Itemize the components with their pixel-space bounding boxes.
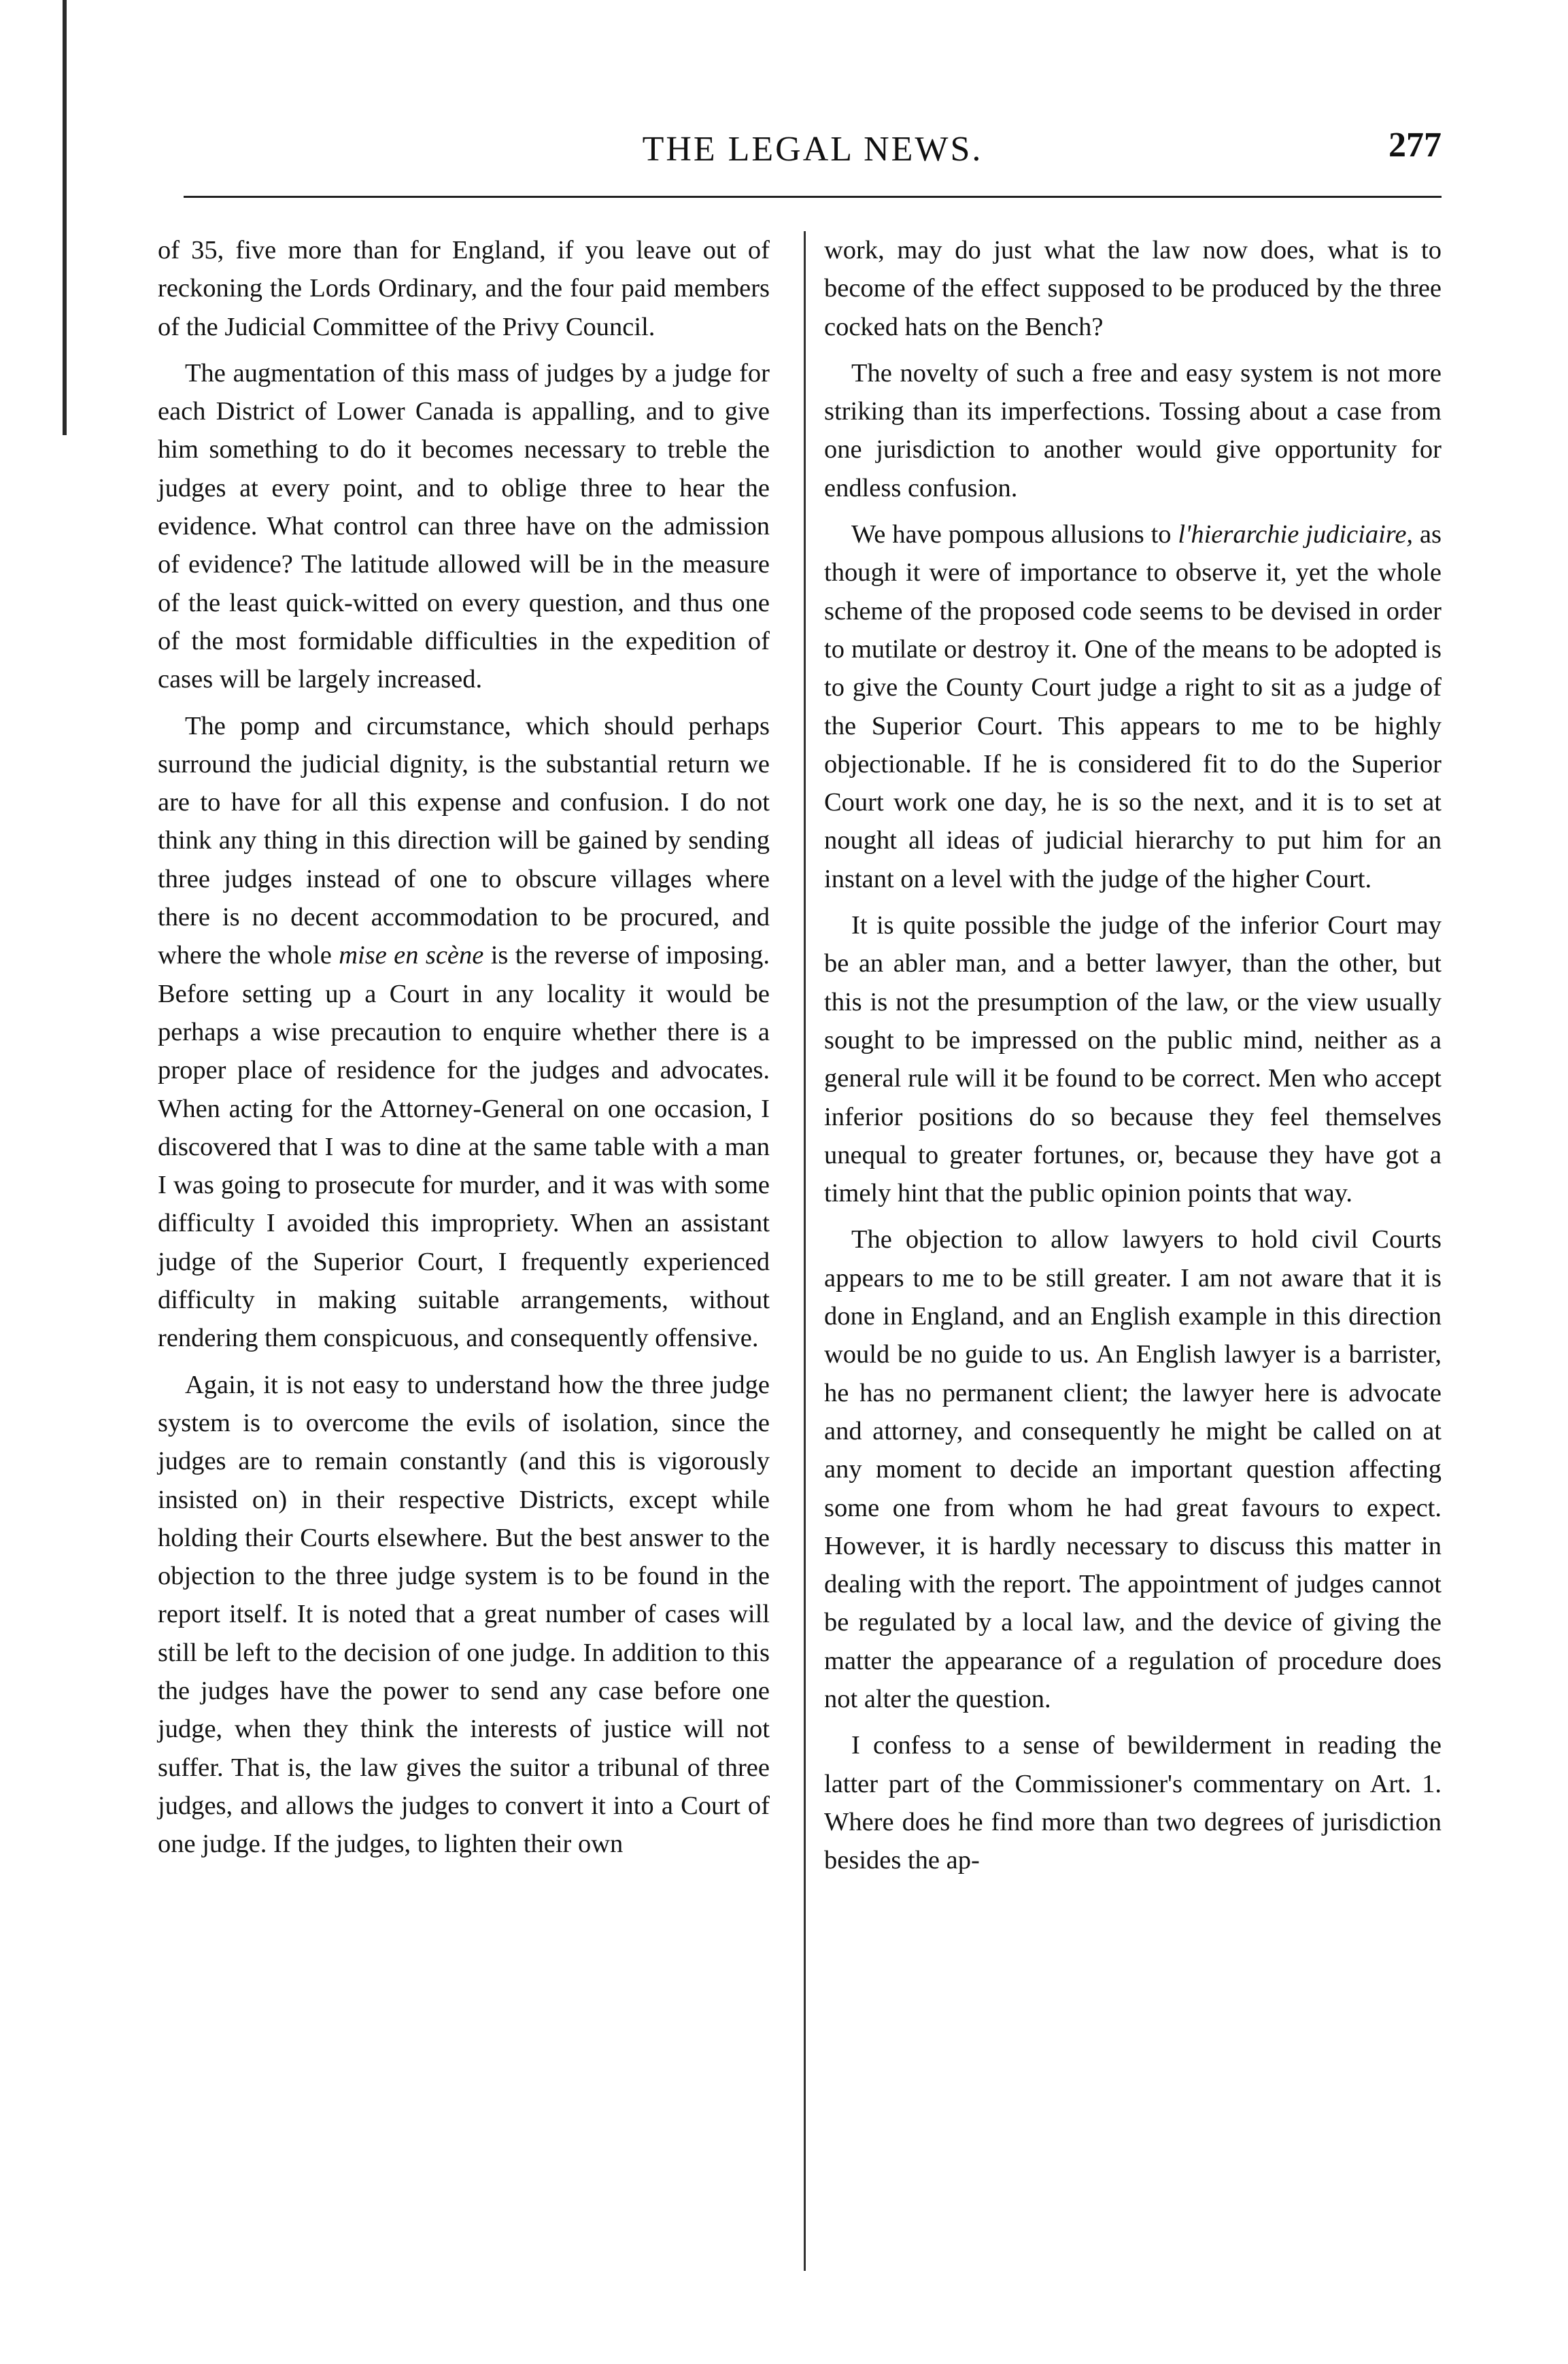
page-number: 277 xyxy=(1388,126,1442,165)
paragraph: I confess to a sense of bewilderment in reading the latter part of the Commissioner's commentary on Art. 1. Where does he find more than two degrees of jurisdiction besides the ap- xyxy=(824,1731,1442,1875)
paragraph: It is quite possible the judge of the inferior Court may be an abler man, and a better lawyer, than the other, but this is not the presumption of the law, or the view usually sought to be impressed on the public mind, neither as a general rule will it be found to be correct. Men who accept inferior positions do so because they feel themselves unequal to greater fortunes, or, because they have got a timely hint that the public opinion points that way. xyxy=(824,911,1442,1208)
paragraph-text: as though it were of importance to observe it, yet the whole scheme of the proposed code seems to be devised in order to mutilate or destroy it. One of the means to be adopted is to give the County Court judge a right to sit as a judge of the Superior Court. This appears to me to be highly objectionable. If he is considered fit to do the Superior Court work one day, he is so the next, and it is to set at nought all ideas of judicial hierarchy to put him for an instant on a level with the judge of the higher Court. xyxy=(824,520,1442,893)
paragraph-text: We have pompous allusions to xyxy=(851,520,1178,549)
column-divider xyxy=(804,231,806,2271)
italic-phrase: l'hierarchie judiciaire, xyxy=(1178,520,1414,549)
paragraph: of 35, five more than for England, if you leave out of reckoning the Lords Ordinary, and the four paid members of the Judicial Committee of the Privy Council. xyxy=(158,236,770,341)
paragraph xyxy=(158,707,770,1358)
running-title: THE LEGAL NEWS. xyxy=(642,130,983,169)
right-column xyxy=(824,231,1442,1887)
paragraph-text: The pomp and circumstance, which should perhaps surround the judicial dignity, is the substantial return we are to have for all this expense and confusion. I do not think any thing in this direction will be gained by sending three judges instead of one to obscure villages where there is no decent accommodation to be procured, and where the whole xyxy=(158,711,770,970)
paragraph: Again, it is not easy to understand how the three judge system is to overcome the evils of isolation, since the judges are to remain constantly (and this is vigorously insisted on) in their respective Districts, except while holding their Courts elsewhere. But the best answer to the objection to the three judge system is to be found in the report itself. It is noted that a great number of cases will still be left to the decision of one judge. In addition to this the judges have the power to send any case before one judge, when they think the interests of justice will not suffer. That is, the law gives the suitor a tribunal of three judges, and allows the judges to convert it into a Court of one judge. If the judges, to lighten their own xyxy=(158,1370,770,1859)
italic-phrase: mise en scène xyxy=(339,941,484,970)
paragraph: The augmentation of this mass of judges by a judge for each District of Lower Canada is appalling, and to give him something to do it becomes necessary to treble the judges at every point, and to oblige three to hear the evidence. What control can three have on the admission of evidence? The latitude allowed will be in the measure of the least quick-witted on every question, and thus one of the most formidable difficulties in the expedition of cases will be largely increased. xyxy=(158,358,770,694)
left-column xyxy=(158,231,770,1871)
running-head xyxy=(184,126,1442,190)
header-rule xyxy=(184,196,1442,198)
binding-edge xyxy=(63,0,67,435)
paragraph: The novelty of such a free and easy system is not more striking than its imperfections. Tossing about a case from one jurisdiction to another would give opportunity for endless confusion. xyxy=(824,358,1442,502)
paragraph xyxy=(824,515,1442,898)
paragraph: The objection to allow lawyers to hold civil Courts appears to me to be still greater. I am not aware that it is done in England, and an English example in this direction would be no guide to us. An English lawyer is a barrister, he has no permanent client; the lawyer here is advocate and attorney, and consequently he might be called on at any moment to decide an important question affecting some one from whom he had great favours to expect. However, it is hardly necessary to discuss this matter in dealing with the report. The appointment of judges cannot be regulated by a local law, and the device of giving the matter the appearance of a regulation of procedure does not alter the question. xyxy=(824,1225,1442,1713)
paragraph: work, may do just what the law now does, what is to become of the effect supposed to be produced by the three cocked hats on the Bench? xyxy=(824,236,1442,341)
paragraph-text: is the reverse of imposing. Before setting up a Court in any locality it would be perhaps a wise precaution to enquire whether there is a proper place of residence for the judges and advocates. When acting for the Attorney-General on one occasion, I discovered that I was to dine at the same table with a man I was going to prosecute for murder, and it was with some difficulty I avoided this impropriety. When an assistant judge of the Superior Court, I frequently experienced difficulty in making suitable arrangements, without rendering them conspicuous, and consequently offensive. xyxy=(158,941,770,1353)
